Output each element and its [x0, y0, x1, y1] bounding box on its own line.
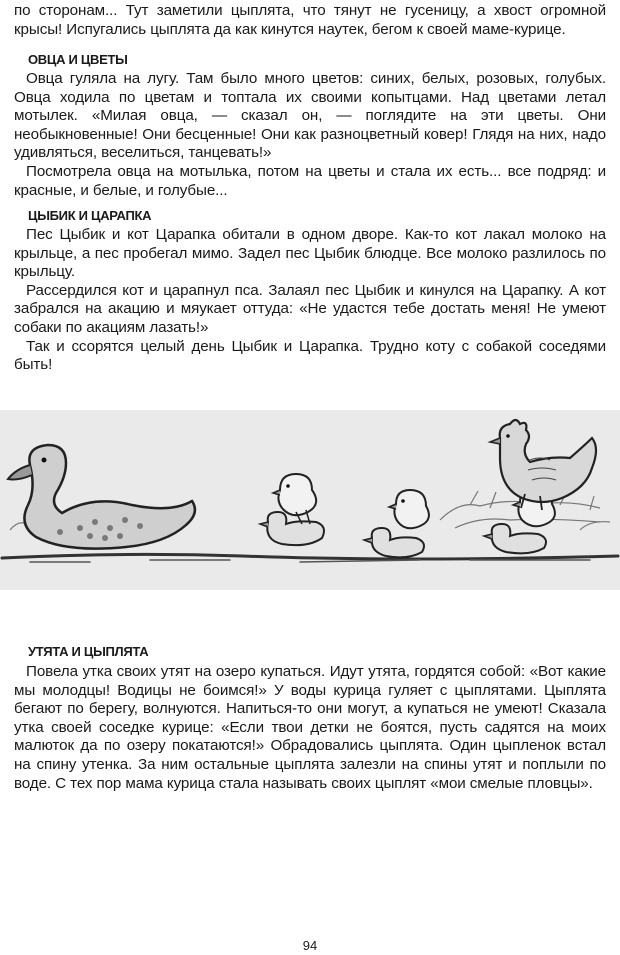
story-paragraph: Пес Цыбик и кот Царапка обитали в одном дворе. Как-то кот лакал молоко на крыльце, а пес пробегал мимо. Задел пес Цыбик блюдце. Все молоко разлилось по крыльцу.	[14, 226, 606, 281]
story-body-sheep-and-flowers	[14, 70, 606, 200]
story-body-tsybik-and-tsarapka	[14, 226, 606, 375]
story-paragraph: Повела утка своих утят на озеро купаться. Идут утята, гордятся собой: «Вот какие мы молодцы! Водицы не боимся!» У воды курица гуляет с цыплятами. Цыплята бегают по берегу, волнуются. Напиться-то они могут, а купаться не умеют! Сказала утка своей соседке курице: «Если твои детки не боятся, пусть садятся на моих малюток да по озеру покатаются!» Обрадовались цыплята. Один цыпленок встал на спину утенка. За ним остальные цыплята залезли на спины утят и поплыли по воде. С тех пор мама курица стала называть своих цыплят «мои смелые пловцы».	[14, 663, 606, 792]
story-body-ducklings-and-chicks	[14, 663, 606, 793]
story-paragraph: Посмотрела овца на мотылька, потом на цветы и стала их есть... все подряд: и красные, и белые, и голубые...	[14, 162, 606, 199]
story-title-ducklings-and-chicks: УТЯТА И ЦЫПЛЯТА	[28, 644, 149, 659]
intro-paragraph: по сторонам... Тут заметили цыплята, что тянут не гусеницу, а хвост огромной крысы! Испугались цыплята да как кинутся наутек, бегом к своей маме-курице.	[14, 2, 606, 38]
story-paragraph: Рассердился кот и царапнул пса. Залаял пес Цыбик и кинулся на Царапку. А кот забрался на акацию и мяукает оттуда: «Не удастся тебе достать меня! Не умеют собаки по акациям лазать!»	[14, 281, 606, 336]
story-paragraph: Овца гуляла на лугу. Там было много цветов: синих, белых, розовых, голубых. Овца ходила по цветам и топтала их своими копытцами. Над цветами летал мотылек. «Милая овца, — сказал он, — поглядите на эти цветы. Они необыкновенные! Они бесценные! Они как разноцветный ковер! Глядя на них, надо удивляться, веселиться, танцевать!»	[14, 70, 606, 162]
ducks-and-chicks-illustration	[0, 410, 620, 590]
story-paragraph: Так и ссорятся целый день Цыбик и Царапка. Трудно коту с собакой соседями быть!	[14, 337, 606, 374]
intro-text	[14, 2, 606, 39]
story-title-tsybik-and-tsarapka: ЦЫБИК И ЦАРАПКА	[28, 208, 152, 223]
page-number: 94	[302, 938, 318, 953]
story-title-sheep-and-flowers: ОВЦА И ЦВЕТЫ	[28, 52, 128, 67]
